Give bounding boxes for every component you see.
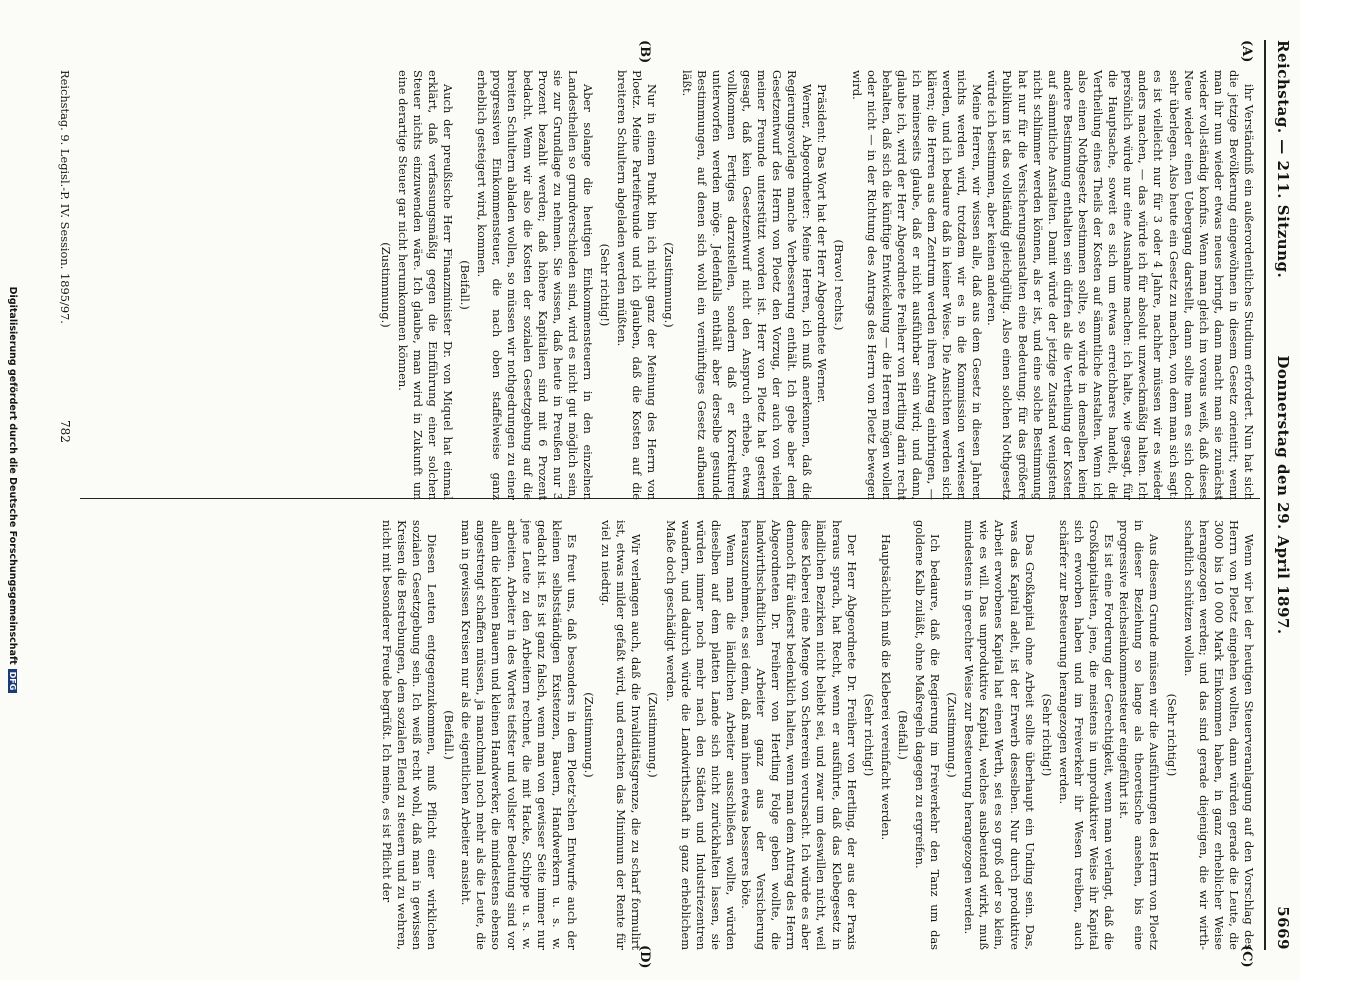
interjection: (Zustimmung.) — [646, 692, 661, 778]
interjection: (Sehr richtig!) — [861, 693, 876, 777]
paragraph: Wir verlangen auch, daß die Invaliditätsgrenze, die zu scharf formulirt ist, etwas milder gefaßt wird, und erachten das Minimum der Rente für viel zu niedrig. — [599, 520, 644, 950]
margin-marker-c: (C) — [1239, 945, 1254, 968]
header-page-number: 5669 — [1274, 906, 1292, 950]
paragraph: Es freut uns, daß besonders in dem Ploetz'schen Entwurfe auch der kleinen selbstständigen Existenzen, Bauern, Handwerkern u. s. w. gedacht ist. Es ist ganz falsch, wenn man von gewisser Seite immer nur jene Leute zu den Arbeitern rechnet, die mit Hacke, Schippe u. s. w. arbeiten. Arbeiter in des Wortes tiefster und vollster Bedeutung sind vor allem die kleinen Bauern und kleinen Handwerker, die mindestens ebenso angestrengt schaffen müssen, ja manchmal noch mehr als die Leute, die man in gewissen Kreisen nur als die eigentlichen Arbeiter ansieht. — [459, 520, 579, 950]
margin-marker-a: (A) — [1239, 40, 1254, 63]
interjection: (Sehr richtig!) — [1039, 693, 1054, 777]
paragraph: Aber solange die heutigen Einkommensteuern in den einzelnen Landestheilen so grundverschieden sind, wird es nicht gut möglich sein, sie zur Grundlage zu nehmen. Sie wissen, daß heute in Preußen nur 3 Prozent bezahlt werden; daß höhere Kapitalien sind mit 6 Prozent bedacht. Wenn wir also die Kosten der sozialen Gesetzgebung auf die breiten Schultern abladen wollen, so müssen wir nothgedrungen zu einer progressiven Einkommensteuer, die nach oben staffelweise ganz erheblich gesteigert wird, kommen. — [475, 70, 595, 500]
page-footer: Reichstag. 9. Legisl.-P. IV. Session. 1895/97. — [58, 70, 72, 324]
interjection: (Sehr richtig!) — [1164, 693, 1179, 777]
header-session: Reichstag. — 211. Sitzung. — [1274, 40, 1292, 279]
margin-marker-d: (D) — [637, 945, 652, 969]
interjection: (Beifall.) — [442, 710, 457, 760]
column-divider — [80, 498, 1260, 499]
interjection: (Beifall.) — [458, 260, 473, 310]
page-header — [1270, 40, 1292, 950]
margin-marker-b: (B) — [637, 40, 652, 64]
interjection: (Bravo! rechts.) — [832, 239, 847, 331]
interjection: (Beifall.) — [895, 710, 910, 760]
interjection: (Zustimmung.) — [582, 692, 597, 778]
paragraph: Es ist eine Forderung der Gerechtigkeit, wenn man verlangt, daß die Großkapitalisten, jene, die meistens in unproduktiver Weise ihr Kapital sich erworben haben und im Freiverkehr ihr Wesen treiben, auch schärfer zur Besteuerung herangezogen werden. — [1056, 520, 1117, 950]
paragraph: Meine Herren, wir wissen alle, daß aus dem Gesetz in diesen Jahren nichts werden wird, trotzdem wir es in die Kommission verwiesen werden, und ich bedaure daß in keiner Weise. Die Ansichten werden sich klären; die Herren aus dem Zentrum werden ihren Antrag einbringen, — ich meinerseits glaube, daß er nicht ausführbar sein wird; und dann, glaube ich, wird der Herr Abgeordnete Freiherr von Hertling darin recht behalten, daß sich die künftige Entwickelung — die Herren mögen wollen oder nicht — in der Richtung des Antrags des Herrn von Ploetz bewegen wird. — [849, 70, 985, 500]
dfg-logo: DFG — [8, 669, 17, 694]
interjection: (Zustimmung.) — [662, 242, 677, 328]
paragraph: Auch der preußische Herr Finanzminister Dr. von Miquel hat einmal erklärt, daß verfassungsmäßig gegen die Einführung einer solchen Steuer nichts einzuwenden wäre. Ich glaube, man wird in Zukunft um eine derartige Steuer gar nicht herumkommen können. — [395, 70, 456, 500]
left-column — [376, 70, 1256, 500]
paragraph: Hauptsächlich muß die Kleberei vereinfacht werden. — [878, 534, 893, 841]
interjection: (Zustimmung.) — [945, 692, 960, 778]
interjection: (Zustimmung.) — [378, 242, 393, 328]
paragraph: Aus diesem Grunde müssen wir die Ausführungen des Herrn von Ploetz in dieser Beziehung so lange als theoretische ansehen, bis eine progressive Reichseinkommensteuer eingeführt ist. — [1117, 520, 1162, 950]
paragraph: Wenn man die ländlichen Arbeiter ausschließen wollte, würden dieselben auf dem platten Lande sich nicht zurückhalten lassen, sie würden immer noch mehr nach den Städten und Industriezentren wandern, und dadurch würde die Landwirthschaft in ganz erheblichem Maße doch geschädigt werden. — [663, 520, 738, 950]
paragraph: Nur in einem Punkt bin ich nicht ganz der Meinung des Herrn von Ploetz. Meine Parteifreunde und ich glauben, daß die Kosten auf die breiteren Schultern abgeladen werden müßten. — [615, 70, 660, 500]
digitization-credit — [0, 0, 18, 980]
paragraph: Ich bedaure, daß die Regierung im Freiverkehr den Tanz um das goldene Kalb zuläßt, ohne Maßregeln dagegen zu ergreifen. — [913, 520, 943, 950]
digitization-credit-text: Digitalisierung gefördert durch die Deutsche Forschungsgemeinschaft — [7, 286, 18, 665]
paragraph: Diesen Leuten entgegenzukommen, muß Pflicht einer wirklichen sozialen Gesetzgebung sein. Ich weiß recht wohl, daß man in gewissen Kreisen die Bestrebungen, dem sozialen Elend zu steuern und zu wehren, nicht mit besonderer Freude begrüßt. Ich meine, es ist Pflicht der — [379, 520, 440, 950]
paragraph: Werner, Abgeordneter: Meine Herren, ich muß anerkennen, daß die Regierungsvorlage manche Verbesserung enthält. Ich gebe aber dem Gesetzentwurf des Herrn von Ploetz den Vorzug, der auch von vielen meiner Freunde unterstützt worden ist. Herr von Ploetz hat gestern gesagt, daß kein Gesetzentwurf nicht den Anspruch erhebe, etwas vollkommen Fertiges darzustellen, sondern daß er Korrekturen unterworfen werden möge. Jedenfalls enthält aber derselbe gesunde Bestimmungen, auf denen sich wohl ein vernünftiges Gesetz aufbauen läßt. — [679, 70, 815, 500]
right-column — [379, 520, 1256, 950]
header-rule — [1264, 40, 1266, 950]
paragraph: Das Großkapital ohne Arbeit sollte überhaupt ein Unding sein. Das, was das Kapital adelt, ist der Erwerb desselben. Nur durch produktive Arbeit erworbenes Kapital hat einen Werth, sei es so groß oder so klein, wie es will. Das unproduktive Kapital, welches ausbeutend wirkt, muß mindestens in gerechter Weise zur Besteuerung herangezogen werden. — [962, 520, 1037, 950]
paragraph: Wenn wir bei der heutigen Steuerveranlagung auf den Vorschlag des Herrn von Ploetz eingehen wollten, dann würden gerade die Leute, die 3000 bis 10 000 Mark Einkommen haben, in ganz erheblicher Weise herangezogen werden; und das sind gerade diejenigen, die wir wirth-schaftlich schützen wollen. — [1181, 520, 1256, 950]
interjection: (Sehr richtig!) — [598, 243, 613, 327]
paragraph: Präsident: Das Wort hat der Herr Abgeordnete Werner. — [815, 84, 830, 404]
paragraph: ihr Verständniß ein außerordentliches Studium erfordert. Nun hat sich die jetzige Bevölkerung eingewöhnen in diesem Gesetz orientirt; wenn man ihr nun wieder etwas neues bringt, dann macht man sie zunächst wieder voll-ständig konfus. Wenn man gleich im voraus weiß, daß dieses Neue wieder einen Uebergang darstellt, dann sollte man es sich doch sehr überlegen. Also heute ein Gesetz zu machen, von dem man sich sagt: es ist vielleicht nur für 3 oder 4 Jahre, nachher müssen wir es wieder anders machen, — das würde ich für absolut unzweckmäßig halten. Ich persönlich würde nur eine Ausnahme machen: ich halte, wie gesagt, für die Hauptsache, soweit es sich um etwas erreichbares handelt, die Vertheilung eines Theils der Kosten auf sämmtliche Anstalten. Wenn ich also einen Nothgesetz bestimmen sollte, so würde in demselben keine andere Bestimmung enthalten sein dürfen als die Vertheilung der Kosten auf sämmtliche Anstalten. Damit würde der jetzige Zustand wenigstens nicht schlimmer werden können, als er ist, und eine solche Bestimmung hat nur für die Versicherungsanstalten eine Bedeutung; für das größere Publikum ist das vollständig gleichgültig. Also einen solchen Nothgesetz würde ich bestimmen, aber keinen anderen. — [985, 70, 1256, 500]
page-number: 782 — [58, 420, 72, 443]
paragraph: Der Herr Abgeordnete Dr. Freiherr von Hertling, der aus der Praxis heraus sprach, hat Recht, wenn er ausführte, daß das Klebegesetz in ländlichen Bezirken nicht beliebt sei, und zwar um deswillen nicht, weil diese Kleberei eine Menge von Schererein verursacht. Ich würde es aber dennoch für äußerst bedenklich halten, wenn man dem Antrag des Herrn Abgeordneten Dr. Freiherr von Hertling Folge geben wollte, die landwirthschaftlichen Arbeiter ganz aus der Versicherung herauszunehmen, es sei denn, daß man ihnen etwas besseres böte. — [739, 520, 859, 950]
header-date: Donnerstag den 29. April 1897. — [1274, 355, 1292, 635]
